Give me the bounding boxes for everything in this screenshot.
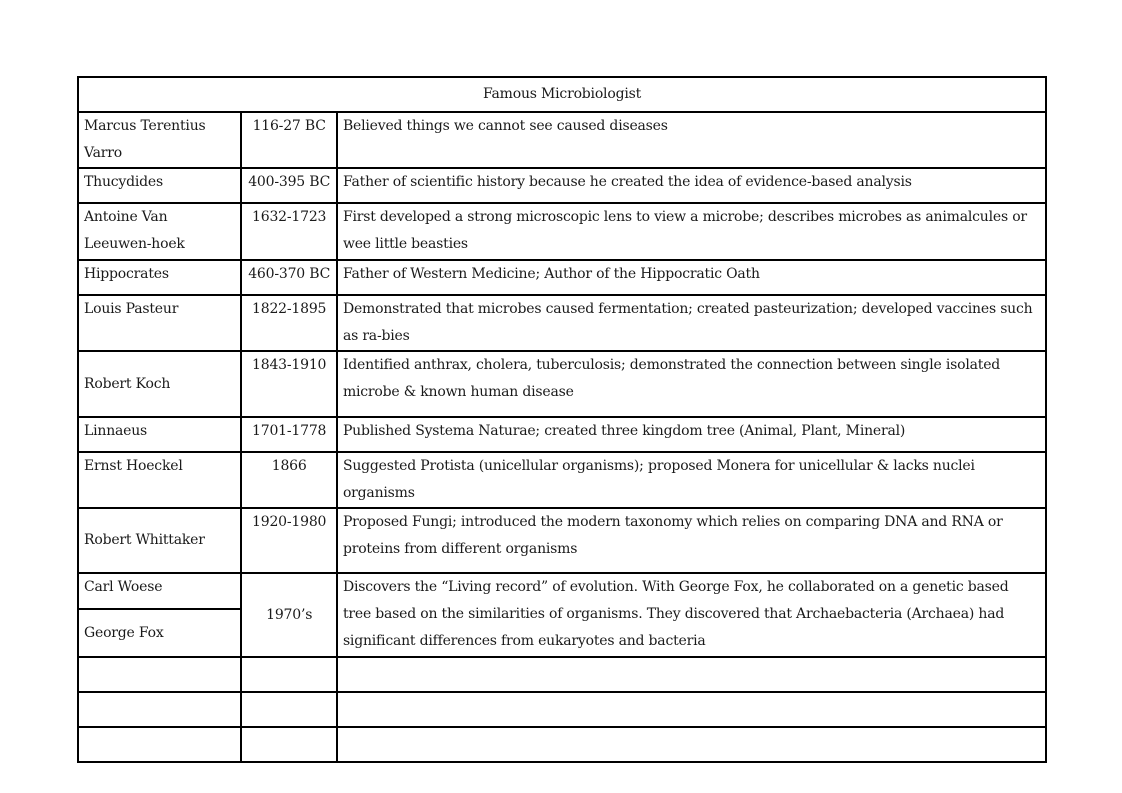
scientist-contribution: Father of Western Medicine; Author of the Hippocratic Oath: [337, 260, 1046, 295]
microbiologist-table: [77, 76, 1047, 763]
scientist-dates: 460-370 BC: [241, 260, 337, 295]
empty-cell: [337, 727, 1046, 762]
scientist-contribution: Published Systema Naturae; created three kingdom tree (Animal, Plant, Mineral): [337, 417, 1046, 452]
scientist-dates: 1632-1723: [241, 203, 337, 260]
scientist-name: Ernst Hoeckel: [78, 452, 241, 508]
scientist-contribution: Father of scientific history because he created the idea of evidence-based analysis: [337, 168, 1046, 203]
empty-cell: [241, 727, 337, 762]
table-title: Famous Microbiologist: [78, 77, 1046, 112]
table-row: [78, 417, 1046, 452]
scientist-dates: 1822-1895: [241, 295, 337, 351]
empty-row: [78, 657, 1046, 692]
scientist-name: Hippocrates: [78, 260, 241, 295]
scientist-contribution: Discovers the “Living record” of evolution. With George Fox, he collaborated on a genetic based tree based on the similarities of organisms. They discovered that Archaebacteria (Archaea) had significant differences from eukaryotes and bacteria: [337, 573, 1046, 657]
scientist-contribution: Believed things we cannot see caused diseases: [337, 112, 1046, 168]
table-title-row: [78, 77, 1046, 112]
scientist-dates: 1866: [241, 452, 337, 508]
table-row: [78, 508, 1046, 573]
scientist-contribution: First developed a strong microscopic lens to view a microbe; describes microbes as animalcules or wee little beasties: [337, 203, 1046, 260]
scientist-dates: 1970’s: [241, 573, 337, 657]
empty-cell: [337, 692, 1046, 727]
scientist-name: Thucydides: [78, 168, 241, 203]
empty-cell: [78, 727, 241, 762]
scientist-name: George Fox: [78, 609, 241, 657]
scientist-dates: 116-27 BC: [241, 112, 337, 168]
empty-cell: [78, 657, 241, 692]
scientist-contribution: Suggested Protista (unicellular organisms); proposed Monera for unicellular & lacks nuclei organisms: [337, 452, 1046, 508]
scientist-name: Carl Woese: [78, 573, 241, 609]
table-row: [78, 112, 1046, 168]
empty-row: [78, 727, 1046, 762]
scientist-dates: 1920-1980: [241, 508, 337, 573]
table-row: [78, 295, 1046, 351]
scientist-name: Marcus Terentius Varro: [78, 112, 241, 168]
table-row: [78, 203, 1046, 260]
scientist-name: Antoine Van Leeuwen-hoek: [78, 203, 241, 260]
scientist-name: Robert Koch: [78, 351, 241, 417]
scientist-dates: 1701-1778: [241, 417, 337, 452]
scientist-contribution: Proposed Fungi; introduced the modern taxonomy which relies on comparing DNA and RNA or proteins from different organisms: [337, 508, 1046, 573]
empty-cell: [241, 692, 337, 727]
table-row: [78, 260, 1046, 295]
scientist-contribution: Demonstrated that microbes caused fermentation; created pasteurization; developed vaccines such as ra-bies: [337, 295, 1046, 351]
table-row: [78, 168, 1046, 203]
scientist-dates: 400-395 BC: [241, 168, 337, 203]
scientist-dates: 1843-1910: [241, 351, 337, 417]
scientist-name: Robert Whittaker: [78, 508, 241, 573]
scientist-name: Linnaeus: [78, 417, 241, 452]
empty-cell: [337, 657, 1046, 692]
scientist-name: Louis Pasteur: [78, 295, 241, 351]
table-row: [78, 351, 1046, 417]
scientist-contribution: Identified anthrax, cholera, tuberculosis; demonstrated the connection between single isolated microbe & known human disease: [337, 351, 1046, 417]
table-row: [78, 452, 1046, 508]
table-row-merged-top: [78, 573, 1046, 609]
empty-cell: [241, 657, 337, 692]
empty-row: [78, 692, 1046, 727]
empty-cell: [78, 692, 241, 727]
